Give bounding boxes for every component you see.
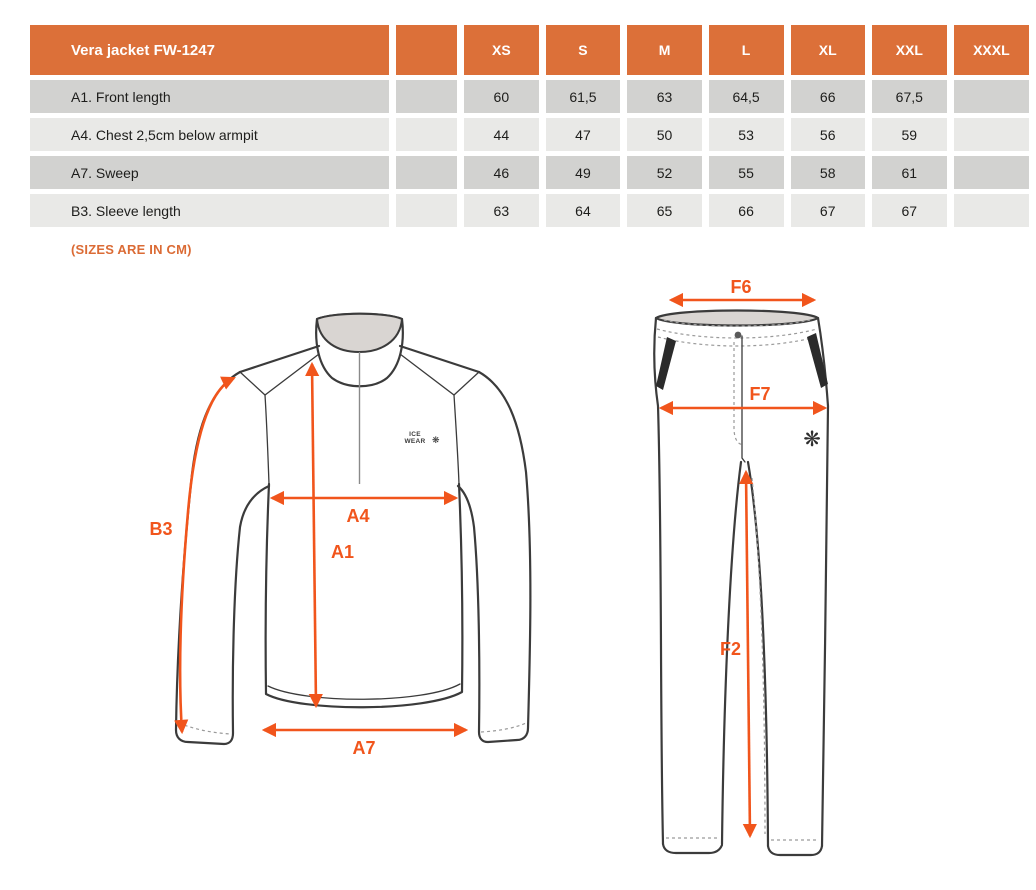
pants-measurements <box>661 278 825 836</box>
size-value-cell: 61 <box>872 156 947 189</box>
units-note: (SIZES ARE IN CM) <box>71 242 192 257</box>
size-header-xxxl: XXXL <box>954 25 1029 75</box>
jacket-hem-inner-line <box>268 684 460 699</box>
a7-label: A7 <box>352 738 376 758</box>
size-value-cell: 67,5 <box>872 80 947 113</box>
left-shoulder-line <box>240 346 319 372</box>
row-label: A7. Sweep <box>30 156 389 189</box>
size-header-s: S <box>546 25 621 75</box>
logo-line2: WEAR <box>404 438 426 445</box>
row-label: A1. Front length <box>30 80 389 113</box>
left-hem <box>663 844 722 853</box>
f2-label: F2 <box>719 639 741 659</box>
size-value-cell: 65 <box>627 194 701 227</box>
left-cuff-stitch <box>179 723 231 734</box>
size-value-cell: 53 <box>709 118 784 151</box>
size-value-cell: 61,5 <box>546 80 621 113</box>
right-inseam-stitch <box>752 478 765 834</box>
left-pocket-opening <box>656 337 676 390</box>
size-value-cell <box>954 118 1029 151</box>
size-value-cell: 55 <box>709 156 784 189</box>
right-cuff-stitch <box>481 723 526 732</box>
size-value-cell: 63 <box>464 194 538 227</box>
header-spacer-cell <box>396 25 457 75</box>
icewear-logo <box>404 431 440 446</box>
pants-left-outer-edge <box>654 318 663 844</box>
a4-label: A4 <box>346 506 370 526</box>
row-label: B3. Sleeve length <box>30 194 389 227</box>
size-header-m: M <box>627 25 701 75</box>
size-value-cell: 44 <box>464 118 538 151</box>
size-value-cell <box>954 80 1029 113</box>
size-value-cell: 47 <box>546 118 621 151</box>
snowflake-icon: ❋ <box>432 436 440 446</box>
jacket-left-sleeve <box>176 372 269 744</box>
table-row <box>30 80 1029 113</box>
f6-label: F6 <box>730 278 752 297</box>
right-shoulder-line <box>400 346 479 372</box>
pants-diagram <box>610 278 880 878</box>
right-raglan-seam <box>454 395 459 484</box>
waist-opening-fill <box>656 311 818 326</box>
a1-label: A1 <box>331 542 355 562</box>
size-header-xxl: XXL <box>872 25 947 75</box>
row-spacer-cell <box>396 80 457 113</box>
size-value-cell: 63 <box>627 80 701 113</box>
row-spacer-cell <box>396 194 457 227</box>
f2-arrow <box>746 472 750 836</box>
jacket-measurements <box>149 364 466 758</box>
jacket-diagram <box>128 292 558 872</box>
size-table <box>23 20 1036 232</box>
size-value-cell: 59 <box>872 118 947 151</box>
logo-line1: ICE <box>409 431 421 438</box>
row-spacer-cell <box>396 118 457 151</box>
size-value-cell: 64,5 <box>709 80 784 113</box>
size-value-cell <box>954 194 1029 227</box>
right-hem <box>768 846 822 855</box>
size-value-cell: 49 <box>546 156 621 189</box>
size-value-cell <box>954 156 1029 189</box>
size-header-xl: XL <box>791 25 865 75</box>
size-table-header-row <box>30 25 1029 75</box>
size-header-l: L <box>709 25 784 75</box>
jacket-line-art <box>176 314 530 744</box>
size-value-cell: 52 <box>627 156 701 189</box>
f7-label: F7 <box>749 384 771 404</box>
size-value-cell: 60 <box>464 80 538 113</box>
table-row <box>30 118 1029 151</box>
size-value-cell: 56 <box>791 118 865 151</box>
snowflake-icon: ❋ <box>803 427 821 451</box>
size-value-cell: 67 <box>791 194 865 227</box>
fly-center-line <box>742 336 745 462</box>
table-row <box>30 156 1029 189</box>
size-value-cell: 67 <box>872 194 947 227</box>
left-raglan-seam <box>265 395 269 484</box>
waist-button <box>735 332 742 339</box>
collar-inner-fill <box>317 314 402 352</box>
table-row <box>30 194 1029 227</box>
pants-line-art <box>654 311 828 856</box>
b3-arrow <box>180 378 234 732</box>
size-value-cell: 66 <box>791 80 865 113</box>
pants-right-inner-edge <box>748 462 768 846</box>
b3-label: B3 <box>149 519 173 539</box>
pants-right-outer-edge <box>818 318 828 846</box>
jacket-right-sleeve <box>458 372 530 742</box>
size-value-cell: 66 <box>709 194 784 227</box>
row-label: A4. Chest 2,5cm below armpit <box>30 118 389 151</box>
size-value-cell: 58 <box>791 156 865 189</box>
row-spacer-cell <box>396 156 457 189</box>
a1-arrow <box>312 364 316 706</box>
size-header-xs: XS <box>464 25 538 75</box>
size-value-cell: 50 <box>627 118 701 151</box>
size-value-cell: 64 <box>546 194 621 227</box>
size-value-cell: 46 <box>464 156 538 189</box>
product-title: Vera jacket FW-1247 <box>30 25 389 75</box>
